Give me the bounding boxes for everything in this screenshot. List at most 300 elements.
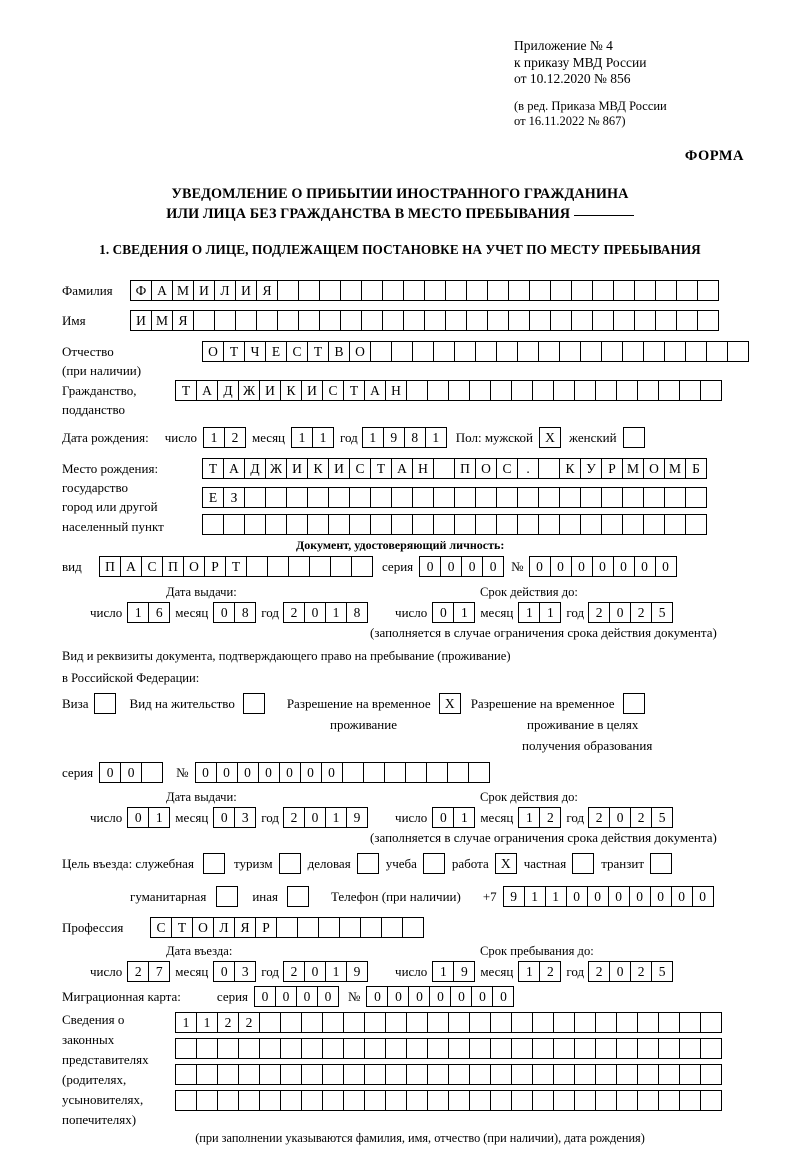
form-cell[interactable] <box>517 341 539 362</box>
form-cell[interactable]: 2 <box>238 1012 260 1033</box>
doc-issue-month-input[interactable] <box>213 602 255 623</box>
form-cell[interactable] <box>363 762 385 783</box>
form-cell[interactable] <box>265 514 287 535</box>
form-cell[interactable] <box>517 514 539 535</box>
form-cell[interactable] <box>490 1090 512 1111</box>
form-cell[interactable] <box>319 310 341 331</box>
form-cell[interactable]: Н <box>385 380 407 401</box>
form-cell[interactable]: О <box>349 341 371 362</box>
form-cell[interactable] <box>616 1064 638 1085</box>
birthplace-input-line-1[interactable] <box>202 458 706 479</box>
form-cell[interactable] <box>412 514 434 535</box>
form-cell[interactable] <box>655 280 677 301</box>
form-cell[interactable] <box>412 341 434 362</box>
form-cell[interactable]: К <box>307 458 329 479</box>
form-cell[interactable]: 0 <box>419 556 441 577</box>
doc-issue-day-input[interactable] <box>127 602 169 623</box>
form-cell[interactable] <box>448 380 470 401</box>
form-cell[interactable]: А <box>391 458 413 479</box>
form-cell[interactable] <box>202 514 224 535</box>
legal-rep-input-2[interactable] <box>175 1038 721 1059</box>
form-cell[interactable] <box>370 341 392 362</box>
form-cell[interactable] <box>405 762 427 783</box>
permit-issue-year-input[interactable] <box>283 807 367 828</box>
form-cell[interactable] <box>496 341 518 362</box>
form-cell[interactable] <box>454 341 476 362</box>
form-cell[interactable]: 1 <box>545 886 567 907</box>
form-cell[interactable]: 2 <box>588 602 610 623</box>
form-cell[interactable] <box>700 1038 722 1059</box>
form-cell[interactable] <box>616 1090 638 1111</box>
purpose-transit-checkbox[interactable] <box>650 853 672 874</box>
form-cell[interactable] <box>349 487 371 508</box>
form-cell[interactable] <box>286 514 308 535</box>
form-cell[interactable] <box>679 1012 701 1033</box>
form-cell[interactable] <box>592 310 614 331</box>
form-cell[interactable] <box>301 1090 323 1111</box>
legal-rep-input-3[interactable] <box>175 1064 721 1085</box>
form-cell[interactable] <box>288 556 310 577</box>
form-cell[interactable] <box>391 341 413 362</box>
form-cell[interactable] <box>427 1012 449 1033</box>
form-cell[interactable] <box>391 487 413 508</box>
form-cell[interactable] <box>559 487 581 508</box>
form-cell[interactable] <box>658 1090 680 1111</box>
form-cell[interactable]: Т <box>370 458 392 479</box>
form-cell[interactable] <box>267 556 289 577</box>
form-cell[interactable]: 0 <box>461 556 483 577</box>
form-cell[interactable]: 1 <box>325 602 347 623</box>
form-cell[interactable] <box>322 1012 344 1033</box>
phone-input[interactable] <box>503 886 713 907</box>
form-cell[interactable] <box>469 1012 491 1033</box>
form-cell[interactable]: М <box>622 458 644 479</box>
form-cell[interactable] <box>426 762 448 783</box>
form-cell[interactable] <box>175 1064 197 1085</box>
form-cell[interactable]: О <box>475 458 497 479</box>
form-cell[interactable]: Я <box>234 917 256 938</box>
form-cell[interactable] <box>595 1090 617 1111</box>
form-cell[interactable]: О <box>643 458 665 479</box>
form-cell[interactable]: 0 <box>529 556 551 577</box>
form-cell[interactable]: 7 <box>148 961 170 982</box>
form-cell[interactable]: И <box>193 280 215 301</box>
form-cell[interactable] <box>307 514 329 535</box>
form-cell[interactable] <box>406 1012 428 1033</box>
form-cell[interactable] <box>616 380 638 401</box>
form-cell[interactable] <box>427 1038 449 1059</box>
form-cell[interactable] <box>196 1038 218 1059</box>
form-cell[interactable] <box>340 310 362 331</box>
form-cell[interactable]: 0 <box>492 986 514 1007</box>
form-cell[interactable] <box>280 1064 302 1085</box>
form-cell[interactable]: 2 <box>588 807 610 828</box>
form-cell[interactable] <box>385 1064 407 1085</box>
form-cell[interactable] <box>385 1012 407 1033</box>
form-cell[interactable]: Д <box>217 380 239 401</box>
form-cell[interactable] <box>538 487 560 508</box>
form-cell[interactable] <box>637 1038 659 1059</box>
form-cell[interactable]: 0 <box>671 886 693 907</box>
form-cell[interactable]: А <box>223 458 245 479</box>
form-cell[interactable]: О <box>192 917 214 938</box>
form-cell[interactable] <box>685 514 707 535</box>
doc-series-input[interactable] <box>419 556 503 577</box>
form-cell[interactable] <box>553 1090 575 1111</box>
form-cell[interactable] <box>360 917 382 938</box>
form-cell[interactable] <box>351 556 373 577</box>
form-cell[interactable] <box>643 341 665 362</box>
form-cell[interactable] <box>571 280 593 301</box>
form-cell[interactable] <box>595 1038 617 1059</box>
form-cell[interactable] <box>580 487 602 508</box>
form-cell[interactable]: 9 <box>346 807 368 828</box>
form-cell[interactable]: А <box>196 380 218 401</box>
form-cell[interactable] <box>301 1064 323 1085</box>
form-cell[interactable]: 2 <box>539 961 561 982</box>
form-cell[interactable] <box>382 280 404 301</box>
form-cell[interactable] <box>613 310 635 331</box>
form-cell[interactable] <box>475 487 497 508</box>
patronymic-input[interactable] <box>202 341 748 362</box>
form-cell[interactable] <box>349 514 371 535</box>
form-cell[interactable] <box>469 380 491 401</box>
form-cell[interactable]: 0 <box>216 762 238 783</box>
form-cell[interactable] <box>532 1064 554 1085</box>
form-cell[interactable] <box>217 1090 239 1111</box>
form-cell[interactable] <box>532 1090 554 1111</box>
form-cell[interactable]: 0 <box>440 556 462 577</box>
citizenship-input[interactable] <box>175 380 721 401</box>
form-cell[interactable] <box>364 1038 386 1059</box>
form-cell[interactable] <box>571 310 593 331</box>
form-cell[interactable] <box>595 380 617 401</box>
form-cell[interactable] <box>574 1064 596 1085</box>
form-cell[interactable]: 3 <box>234 961 256 982</box>
form-cell[interactable]: 0 <box>609 807 631 828</box>
form-cell[interactable] <box>475 514 497 535</box>
purpose-tourism-checkbox[interactable] <box>279 853 301 874</box>
form-cell[interactable]: 3 <box>234 807 256 828</box>
form-cell[interactable] <box>370 514 392 535</box>
form-cell[interactable] <box>508 310 530 331</box>
form-cell[interactable]: П <box>162 556 184 577</box>
form-cell[interactable] <box>381 917 403 938</box>
form-cell[interactable] <box>553 1064 575 1085</box>
form-cell[interactable]: Р <box>601 458 623 479</box>
form-cell[interactable]: П <box>99 556 121 577</box>
form-cell[interactable] <box>601 514 623 535</box>
form-cell[interactable]: Н <box>412 458 434 479</box>
form-cell[interactable]: М <box>151 310 173 331</box>
form-cell[interactable] <box>244 487 266 508</box>
form-cell[interactable]: 0 <box>613 556 635 577</box>
form-cell[interactable]: М <box>172 280 194 301</box>
permit-issue-day-input[interactable] <box>127 807 169 828</box>
form-cell[interactable] <box>511 380 533 401</box>
form-cell[interactable]: Р <box>204 556 226 577</box>
form-cell[interactable] <box>259 1038 281 1059</box>
form-cell[interactable]: . <box>517 458 539 479</box>
form-cell[interactable] <box>427 1090 449 1111</box>
form-cell[interactable] <box>427 1064 449 1085</box>
form-cell[interactable]: И <box>301 380 323 401</box>
form-cell[interactable] <box>196 1090 218 1111</box>
form-cell[interactable] <box>616 1012 638 1033</box>
purpose-business-checkbox[interactable] <box>357 853 379 874</box>
form-cell[interactable] <box>538 458 560 479</box>
form-cell[interactable] <box>469 1064 491 1085</box>
form-cell[interactable] <box>235 310 257 331</box>
form-cell[interactable]: 0 <box>366 986 388 1007</box>
form-cell[interactable]: А <box>364 380 386 401</box>
form-cell[interactable] <box>490 380 512 401</box>
form-cell[interactable]: 0 <box>609 961 631 982</box>
form-cell[interactable]: 9 <box>503 886 525 907</box>
form-cell[interactable]: 0 <box>254 986 276 1007</box>
form-cell[interactable]: 1 <box>453 807 475 828</box>
form-cell[interactable]: 1 <box>362 427 384 448</box>
form-cell[interactable]: 2 <box>630 602 652 623</box>
form-cell[interactable] <box>553 1012 575 1033</box>
sex-female-checkbox[interactable] <box>623 427 645 448</box>
form-cell[interactable] <box>550 310 572 331</box>
form-cell[interactable]: 9 <box>453 961 475 982</box>
form-cell[interactable] <box>616 1038 638 1059</box>
form-cell[interactable] <box>256 310 278 331</box>
form-cell[interactable] <box>637 1012 659 1033</box>
permit-issue-month-input[interactable] <box>213 807 255 828</box>
permit-valid-year-input[interactable] <box>588 807 672 828</box>
form-cell[interactable]: 1 <box>453 602 475 623</box>
form-cell[interactable]: И <box>130 310 152 331</box>
form-cell[interactable] <box>532 380 554 401</box>
form-cell[interactable] <box>343 1090 365 1111</box>
form-cell[interactable]: 1 <box>148 807 170 828</box>
form-cell[interactable]: З <box>223 487 245 508</box>
form-cell[interactable]: Ф <box>130 280 152 301</box>
form-cell[interactable]: 8 <box>346 602 368 623</box>
form-cell[interactable] <box>706 341 728 362</box>
form-cell[interactable] <box>727 341 749 362</box>
form-cell[interactable]: 0 <box>213 807 235 828</box>
form-cell[interactable] <box>448 1038 470 1059</box>
form-cell[interactable]: С <box>150 917 172 938</box>
form-cell[interactable] <box>664 487 686 508</box>
form-cell[interactable]: 0 <box>587 886 609 907</box>
form-cell[interactable] <box>328 514 350 535</box>
form-cell[interactable] <box>406 1090 428 1111</box>
form-cell[interactable] <box>238 1038 260 1059</box>
form-cell[interactable]: Т <box>175 380 197 401</box>
birthplace-input-line-2[interactable] <box>202 487 706 508</box>
form-cell[interactable] <box>280 1038 302 1059</box>
form-cell[interactable]: Т <box>202 458 224 479</box>
form-cell[interactable]: 0 <box>317 986 339 1007</box>
form-cell[interactable]: 2 <box>217 1012 239 1033</box>
form-cell[interactable]: 1 <box>524 886 546 907</box>
form-cell[interactable]: Е <box>265 341 287 362</box>
edu-residence-checkbox[interactable] <box>623 693 645 714</box>
form-cell[interactable] <box>445 280 467 301</box>
purpose-other-checkbox[interactable] <box>287 886 309 907</box>
form-cell[interactable] <box>700 1064 722 1085</box>
form-cell[interactable] <box>679 1064 701 1085</box>
permit-series-input[interactable] <box>99 762 162 783</box>
form-cell[interactable] <box>342 762 364 783</box>
form-cell[interactable]: 1 <box>196 1012 218 1033</box>
form-cell[interactable]: Т <box>343 380 365 401</box>
form-cell[interactable] <box>655 310 677 331</box>
form-cell[interactable]: 0 <box>450 986 472 1007</box>
form-cell[interactable] <box>298 310 320 331</box>
form-cell[interactable] <box>574 1012 596 1033</box>
form-cell[interactable] <box>529 280 551 301</box>
form-cell[interactable]: 2 <box>283 602 305 623</box>
form-cell[interactable]: П <box>454 458 476 479</box>
form-cell[interactable] <box>217 1064 239 1085</box>
stay-month-input[interactable] <box>518 961 560 982</box>
form-cell[interactable] <box>658 1038 680 1059</box>
form-cell[interactable]: 0 <box>279 762 301 783</box>
form-cell[interactable]: 1 <box>325 961 347 982</box>
form-cell[interactable]: Т <box>223 341 245 362</box>
form-cell[interactable] <box>364 1012 386 1033</box>
form-cell[interactable] <box>319 280 341 301</box>
form-cell[interactable]: И <box>286 458 308 479</box>
migration-number-input[interactable] <box>366 986 513 1007</box>
form-cell[interactable]: 0 <box>127 807 149 828</box>
form-cell[interactable]: 2 <box>539 807 561 828</box>
form-cell[interactable]: В <box>328 341 350 362</box>
form-cell[interactable] <box>511 1038 533 1059</box>
form-cell[interactable] <box>301 1012 323 1033</box>
form-cell[interactable] <box>343 1038 365 1059</box>
doc-valid-day-input[interactable] <box>432 602 474 623</box>
form-cell[interactable]: Ч <box>244 341 266 362</box>
form-cell[interactable]: 1 <box>203 427 225 448</box>
purpose-service-checkbox[interactable] <box>203 853 225 874</box>
form-cell[interactable]: 0 <box>304 807 326 828</box>
form-cell[interactable] <box>601 487 623 508</box>
form-cell[interactable]: 6 <box>148 602 170 623</box>
form-cell[interactable] <box>490 1064 512 1085</box>
form-cell[interactable] <box>658 380 680 401</box>
form-cell[interactable] <box>496 514 518 535</box>
birth-year-input[interactable] <box>362 427 446 448</box>
form-cell[interactable]: 0 <box>592 556 614 577</box>
form-cell[interactable] <box>286 487 308 508</box>
entry-month-input[interactable] <box>213 961 255 982</box>
form-cell[interactable]: 0 <box>692 886 714 907</box>
form-cell[interactable]: О <box>183 556 205 577</box>
form-cell[interactable] <box>301 1038 323 1059</box>
form-cell[interactable]: 1 <box>518 602 540 623</box>
form-cell[interactable] <box>580 514 602 535</box>
form-cell[interactable] <box>469 1090 491 1111</box>
form-cell[interactable] <box>343 1064 365 1085</box>
form-cell[interactable] <box>697 310 719 331</box>
form-cell[interactable] <box>385 1090 407 1111</box>
form-cell[interactable] <box>613 280 635 301</box>
form-cell[interactable]: 0 <box>571 556 593 577</box>
form-cell[interactable]: 5 <box>651 602 673 623</box>
form-cell[interactable]: 0 <box>296 986 318 1007</box>
form-cell[interactable]: 1 <box>175 1012 197 1033</box>
form-cell[interactable] <box>700 1090 722 1111</box>
form-cell[interactable] <box>370 487 392 508</box>
form-cell[interactable] <box>265 487 287 508</box>
form-cell[interactable]: Л <box>213 917 235 938</box>
form-cell[interactable] <box>322 1038 344 1059</box>
form-cell[interactable]: С <box>496 458 518 479</box>
stay-year-input[interactable] <box>588 961 672 982</box>
form-cell[interactable] <box>307 487 329 508</box>
birth-day-input[interactable] <box>203 427 245 448</box>
form-cell[interactable] <box>433 514 455 535</box>
form-cell[interactable]: К <box>559 458 581 479</box>
form-cell[interactable] <box>466 310 488 331</box>
form-cell[interactable] <box>574 380 596 401</box>
form-cell[interactable]: 0 <box>650 886 672 907</box>
form-cell[interactable] <box>622 487 644 508</box>
doc-issue-year-input[interactable] <box>283 602 367 623</box>
form-cell[interactable] <box>595 1012 617 1033</box>
form-cell[interactable]: Т <box>307 341 329 362</box>
form-cell[interactable]: 0 <box>304 961 326 982</box>
form-cell[interactable]: 1 <box>312 427 334 448</box>
form-cell[interactable] <box>574 1038 596 1059</box>
form-cell[interactable]: 9 <box>383 427 405 448</box>
form-cell[interactable] <box>223 514 245 535</box>
form-cell[interactable] <box>424 280 446 301</box>
form-cell[interactable]: М <box>664 458 686 479</box>
form-cell[interactable] <box>553 380 575 401</box>
form-cell[interactable]: 8 <box>234 602 256 623</box>
form-cell[interactable]: 0 <box>195 762 217 783</box>
form-cell[interactable]: Б <box>685 458 707 479</box>
form-cell[interactable] <box>595 1064 617 1085</box>
form-cell[interactable]: 1 <box>518 961 540 982</box>
form-cell[interactable] <box>364 1090 386 1111</box>
form-cell[interactable]: 0 <box>237 762 259 783</box>
form-cell[interactable]: 0 <box>99 762 121 783</box>
form-cell[interactable] <box>508 280 530 301</box>
form-cell[interactable]: С <box>349 458 371 479</box>
form-cell[interactable]: 0 <box>213 602 235 623</box>
form-cell[interactable]: 1 <box>432 961 454 982</box>
permit-valid-day-input[interactable] <box>432 807 474 828</box>
form-cell[interactable] <box>679 1038 701 1059</box>
form-cell[interactable] <box>634 310 656 331</box>
form-cell[interactable] <box>676 310 698 331</box>
doc-valid-year-input[interactable] <box>588 602 672 623</box>
form-cell[interactable] <box>679 1090 701 1111</box>
form-cell[interactable] <box>339 917 361 938</box>
form-cell[interactable]: Ж <box>238 380 260 401</box>
form-cell[interactable] <box>277 310 299 331</box>
doc-valid-month-input[interactable] <box>518 602 560 623</box>
form-cell[interactable] <box>700 1012 722 1033</box>
form-cell[interactable]: 2 <box>224 427 246 448</box>
form-cell[interactable]: 2 <box>283 807 305 828</box>
form-cell[interactable]: О <box>202 341 224 362</box>
form-cell[interactable] <box>637 1090 659 1111</box>
form-cell[interactable] <box>448 1090 470 1111</box>
form-cell[interactable] <box>259 1064 281 1085</box>
form-cell[interactable] <box>445 310 467 331</box>
doc-type-input[interactable] <box>99 556 372 577</box>
